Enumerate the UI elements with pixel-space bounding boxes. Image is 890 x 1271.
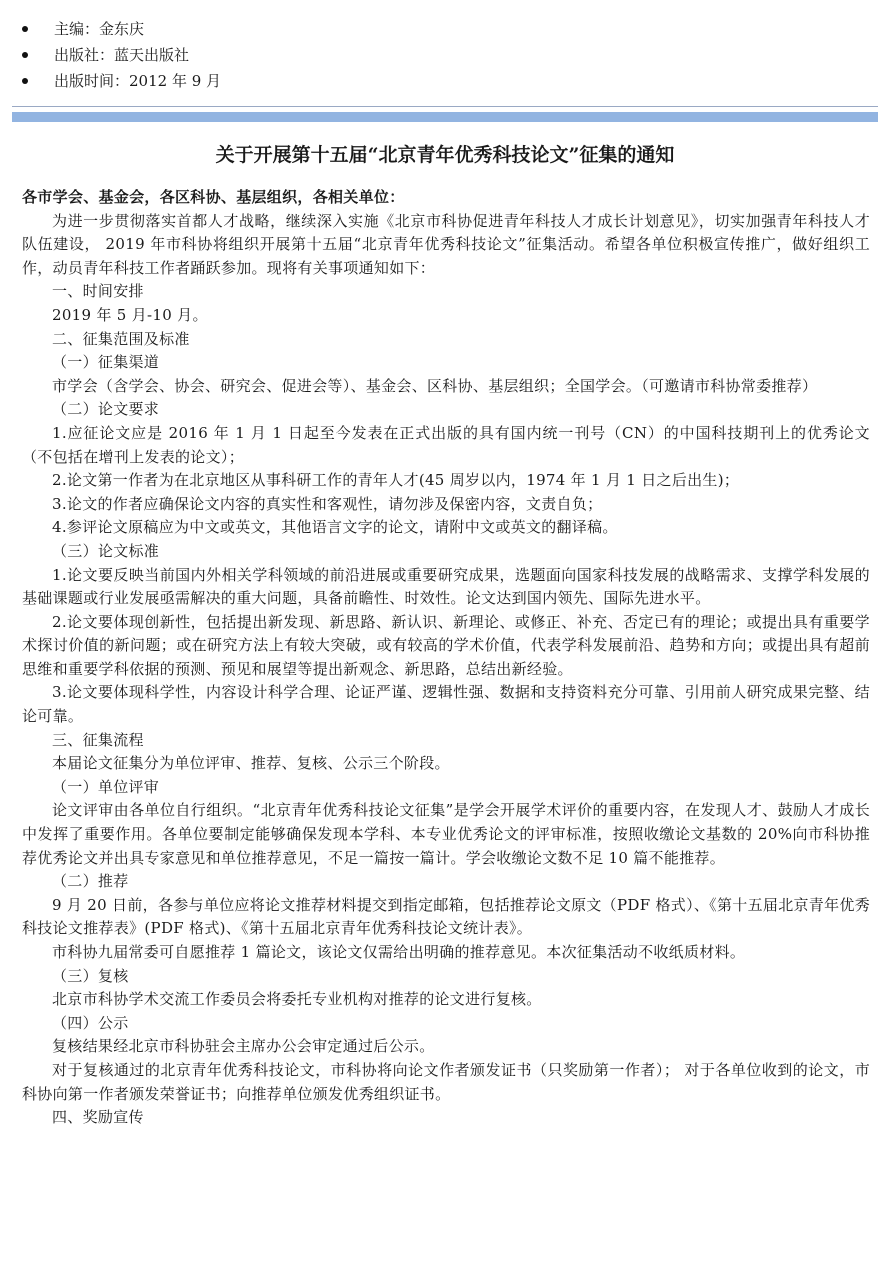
paragraph: 复核结果经北京市科协驻会主席办公会审定通过后公示。 [52,1037,435,1056]
paragraph: 2019 年 5 月-10 月。 [52,305,208,324]
book-info-list [22,16,221,94]
paragraph: 市学会（含学会、协会、研究会、促进会等）、基金会、区科协、基层组织；全国学会。（可邀请市科协常委推荐） [52,376,818,395]
paragraph: 论文评审由各单位自行组织。“北京青年优秀科技论文征集”是学会开展学术评价的重要内容，在发现人才、鼓励人才成长中发挥了重要作用。各单位要制定能够确保发现本学科、本专业优秀论文的评审标准，按照收缴论文基数的 20%向市科协推荐优秀论文并出具专家意见和单位推荐意见，不足一篇按一篇计。学会收缴论文数不足 10 篇不能推荐。 [22,801,870,867]
section-heading: 一、时间安排 [52,282,144,301]
salutation: 各市学会、基金会，各区科协、基层组织，各相关单位： [22,188,405,206]
subsection-heading: （三）复核 [52,966,129,985]
list-item [22,68,221,94]
notice-body [22,186,870,1130]
paragraph: 4.参评论文原稿应为中文或英文，其他语言文字的论文，请附中文或英文的翻译稿。 [52,518,618,537]
section-heading: 二、征集范围及标准 [52,329,190,348]
paragraph: 对于复核通过的北京青年优秀科技论文，市科协将向论文作者颁发证书（只奖励第一作者）； 对于各单位收到的论文，市科协向第一作者颁发荣誉证书；向推荐单位颁发优秀组织证书。 [22,1060,870,1103]
paragraph: 2.论文第一作者为在北京地区从事科研工作的青年人才(45 周岁以内，1974 年 1 月 1 日之后出生)； [52,471,740,490]
editor-line: 主编：金东庆 [54,20,145,38]
paragraph: 为进一步贯彻落实首都人才战略，继续深入实施《北京市科协促进青年科技人才成长计划意见》，切实加强青年科技人才队伍建设， 2019 年市科协将组织开展第十五届“北京青年优秀科技论文”征集活动。希望各单位积极宣传推广，做好组织工作，动员青年科技工作者踊跃参加。现将有关事项通知如下： [22,211,870,277]
paragraph: 市科协九届常委可自愿推荐 1 篇论文，该论文仅需给出明确的推荐意见。本次征集活动不收纸质材料。 [52,943,746,961]
list-item [22,42,221,68]
paragraph: 3.论文的作者应确保论文内容的真实性和客观性，请勿涉及保密内容，文责自负； [52,494,603,513]
paragraph: 1.应征论文应是 2016 年 1 月 1 日起至今发表在正式出版的具有国内统一刊号（CN）的中国科技期刊上的优秀论文（不包括在增刊上发表的论文）； [22,423,870,466]
paragraph: 北京市科协学术交流工作委员会将委托专业机构对推荐的论文进行复核。 [52,990,542,1009]
subsection-heading: （一）征集渠道 [52,353,160,372]
section-divider [12,112,878,122]
subsection-heading: （一）单位评审 [52,777,160,796]
list-item [22,16,221,42]
subsection-heading: （三）论文标准 [52,541,160,560]
publisher-line: 出版社：蓝天出版社 [54,46,190,64]
paragraph: 9 月 20 日前，各参与单位应将论文推荐材料提交到指定邮箱，包括推荐论文原文（PDF 格式）、《第十五届北京青年优秀科技论文推荐表》(PDF 格式)、《第十五届北京青年优秀科技论文统计表》。 [22,895,870,938]
subsection-heading: （四）公示 [52,1013,129,1032]
paragraph: 3.论文要体现科学性，内容设计科学合理、论证严谨、逻辑性强、数据和支持资料充分可靠、引用前人研究成果完整、结论可靠。 [22,683,870,726]
section-heading: 四、奖励宣传 [52,1108,144,1127]
notice-title: 关于开展第十五届“北京青年优秀科技论文”征集的通知 [215,144,675,166]
bullet-icon [22,26,28,32]
bullet-icon [22,52,28,58]
bullet-icon [22,78,28,84]
paragraph: 1.论文要反映当前国内外相关学科领域的前沿进展或重要研究成果，选题面向国家科技发展的战略需求、支撑学科发展的基础课题或行业发展亟需解决的重大问题，具备前瞻性、时效性。论文达到国内领先、国际先进水平。 [22,565,870,608]
publish-date-line: 出版时间：2012 年 9 月 [54,72,222,90]
paragraph: 本届论文征集分为单位评审、推荐、复核、公示三个阶段。 [52,754,450,773]
section-heading: 三、征集流程 [52,730,144,749]
paragraph: 2.论文要体现创新性，包括提出新发现、新思路、新认识、新理论、或修正、补充、否定已有的理论；或提出具有重要学术探讨价值的新问题；或在研究方法上有较大突破，或有较高的学术价值，代表学科发展前沿、趋势和方向；或提出具有超前思维和重要学科依据的预测、预见和展望等提出新观念、新思路，总结出新经验。 [22,612,870,678]
subsection-heading: （二）论文要求 [52,400,160,419]
subsection-heading: （二）推荐 [52,872,129,891]
